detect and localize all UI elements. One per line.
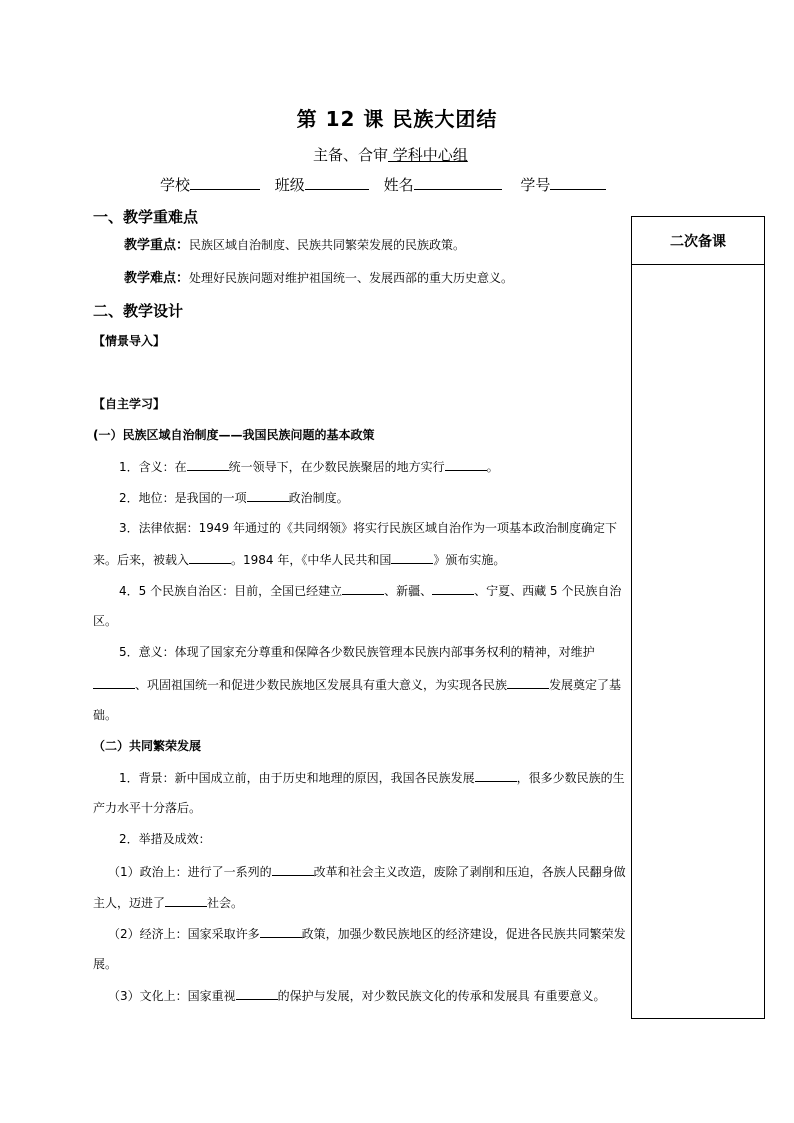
text: 改革和社会主义改造，废除了剥削和压迫，各族人民翻身做 <box>313 865 626 879</box>
text: 发展奠定了基 <box>549 678 622 692</box>
intro-heading: 【情景导入】 <box>93 334 166 348</box>
text: 来。后来，被载入 <box>93 553 190 567</box>
p1-item-5-line-1: 5．意义：体现了国家充分尊重和保障各少数民族管理本民族内部事务权利的精神，对维护 <box>119 645 595 659</box>
text: 2．地位：是我国的一项 <box>119 491 247 505</box>
blank <box>187 458 229 471</box>
text: 4．5 个民族自治区：目前，全国已经建立 <box>119 584 343 598</box>
blank <box>507 676 549 689</box>
student-info-line <box>160 174 606 195</box>
text: 社会。 <box>207 896 244 910</box>
p1-item-5-line-3: 础。 <box>93 708 118 722</box>
section-2-heading: 二、教学设计 <box>93 302 184 320</box>
p1-item-1 <box>119 458 499 475</box>
school-blank <box>190 175 260 190</box>
section-1-heading: 一、教学重难点 <box>93 208 199 226</box>
key-point-label: 教学重点： <box>124 238 190 253</box>
text: 》颁布实施。 <box>433 553 506 567</box>
author-group: 学科中心组 <box>388 146 468 164</box>
blank <box>342 582 384 595</box>
p1-item-5-line-2 <box>93 676 621 693</box>
part-1-heading: (一）民族区域自治制度——我国民族问题的基本政策 <box>93 428 375 442</box>
school-label: 学校 <box>160 176 191 194</box>
p2-item-3-line-1 <box>108 863 626 880</box>
difficult-point-text: 处理好民族问题对维护祖国统一、发展西部的重大历史意义。 <box>189 271 514 285</box>
blank <box>391 551 433 564</box>
class-label: 班级 <box>274 176 305 194</box>
blank <box>260 925 302 938</box>
p2-item-4-line-1 <box>108 925 626 942</box>
p1-item-3-line-1: 3．法律依据：1949 年通过的《共同纲领》将实行民族区域自治作为一项基本政治制度确定下 <box>119 521 617 535</box>
text: 主人，迈进了 <box>93 896 166 910</box>
text: ，很多少数民族的生 <box>516 771 625 785</box>
author-line <box>313 144 468 165</box>
text: 、宁夏、西藏 5 个民族自治 <box>474 584 622 598</box>
blank <box>236 987 278 1000</box>
text: 政策，加强少数民族地区的经济建设，促进各民族共同繁荣发 <box>301 927 626 941</box>
text: 1．背景：新中国成立前，由于历史和地理的原因，我国各民族发展 <box>119 771 475 785</box>
second-prep-box <box>631 216 765 1019</box>
p2-item-3-line-2 <box>93 894 243 911</box>
text: 。 <box>486 460 499 474</box>
p2-item-2: 2．举措及成效： <box>119 832 211 846</box>
blank <box>93 676 135 689</box>
text: 、巩固祖国统一和促进少数民族地区发展具有重大意义，为实现各民族 <box>135 678 508 692</box>
text: 的保护与发展，对少数民族文化的传承和发展具 有重要意义。 <box>277 989 606 1003</box>
text: （3）文化上：国家重视 <box>108 989 236 1003</box>
text: 政治制度。 <box>288 491 349 505</box>
text: 1．含义：在 <box>119 460 187 474</box>
part-2-heading: （二）共同繁荣发展 <box>93 739 202 753</box>
p1-item-2 <box>119 489 349 506</box>
class-blank <box>305 175 369 190</box>
blank <box>445 458 487 471</box>
number-blank <box>550 175 606 190</box>
blank <box>272 863 314 876</box>
text: 。1984 年，《中华人民共和国 <box>231 553 392 567</box>
text: （1）政治上：进行了一系列的 <box>108 865 272 879</box>
p2-item-1-line-1 <box>119 769 625 786</box>
blank <box>475 769 517 782</box>
blank <box>165 894 207 907</box>
key-point-line <box>124 237 465 254</box>
name-label: 姓名 <box>383 176 414 194</box>
p1-item-4-line-2: 区。 <box>93 614 118 628</box>
text: 统一领导下，在少数民族聚居的地方实行 <box>228 460 445 474</box>
blank <box>189 551 231 564</box>
p2-item-5 <box>108 987 605 1004</box>
text: （2）经济上：国家采取许多 <box>108 927 260 941</box>
number-label: 学号 <box>520 176 551 194</box>
blank <box>432 582 474 595</box>
author-prefix: 主备、合审 <box>313 146 389 164</box>
second-prep-header: 二次备课 <box>632 217 764 265</box>
p2-item-4-line-2: 展。 <box>93 957 118 971</box>
key-point-text: 民族区域自治制度、民族共同繁荣发展的民族政策。 <box>189 238 466 252</box>
name-blank <box>414 175 502 190</box>
p1-item-3-line-2 <box>93 551 505 568</box>
p1-item-4-line-1 <box>119 582 621 599</box>
blank <box>247 489 289 502</box>
p2-item-1-line-2: 产力水平十分落后。 <box>93 801 202 815</box>
difficult-point-label: 教学难点： <box>124 271 190 286</box>
self-study-heading: 【自主学习】 <box>93 397 166 411</box>
difficult-point-line <box>124 270 513 287</box>
text: 、新疆、 <box>384 584 433 598</box>
lesson-title: 第 12 课 民族大团结 <box>296 107 498 131</box>
